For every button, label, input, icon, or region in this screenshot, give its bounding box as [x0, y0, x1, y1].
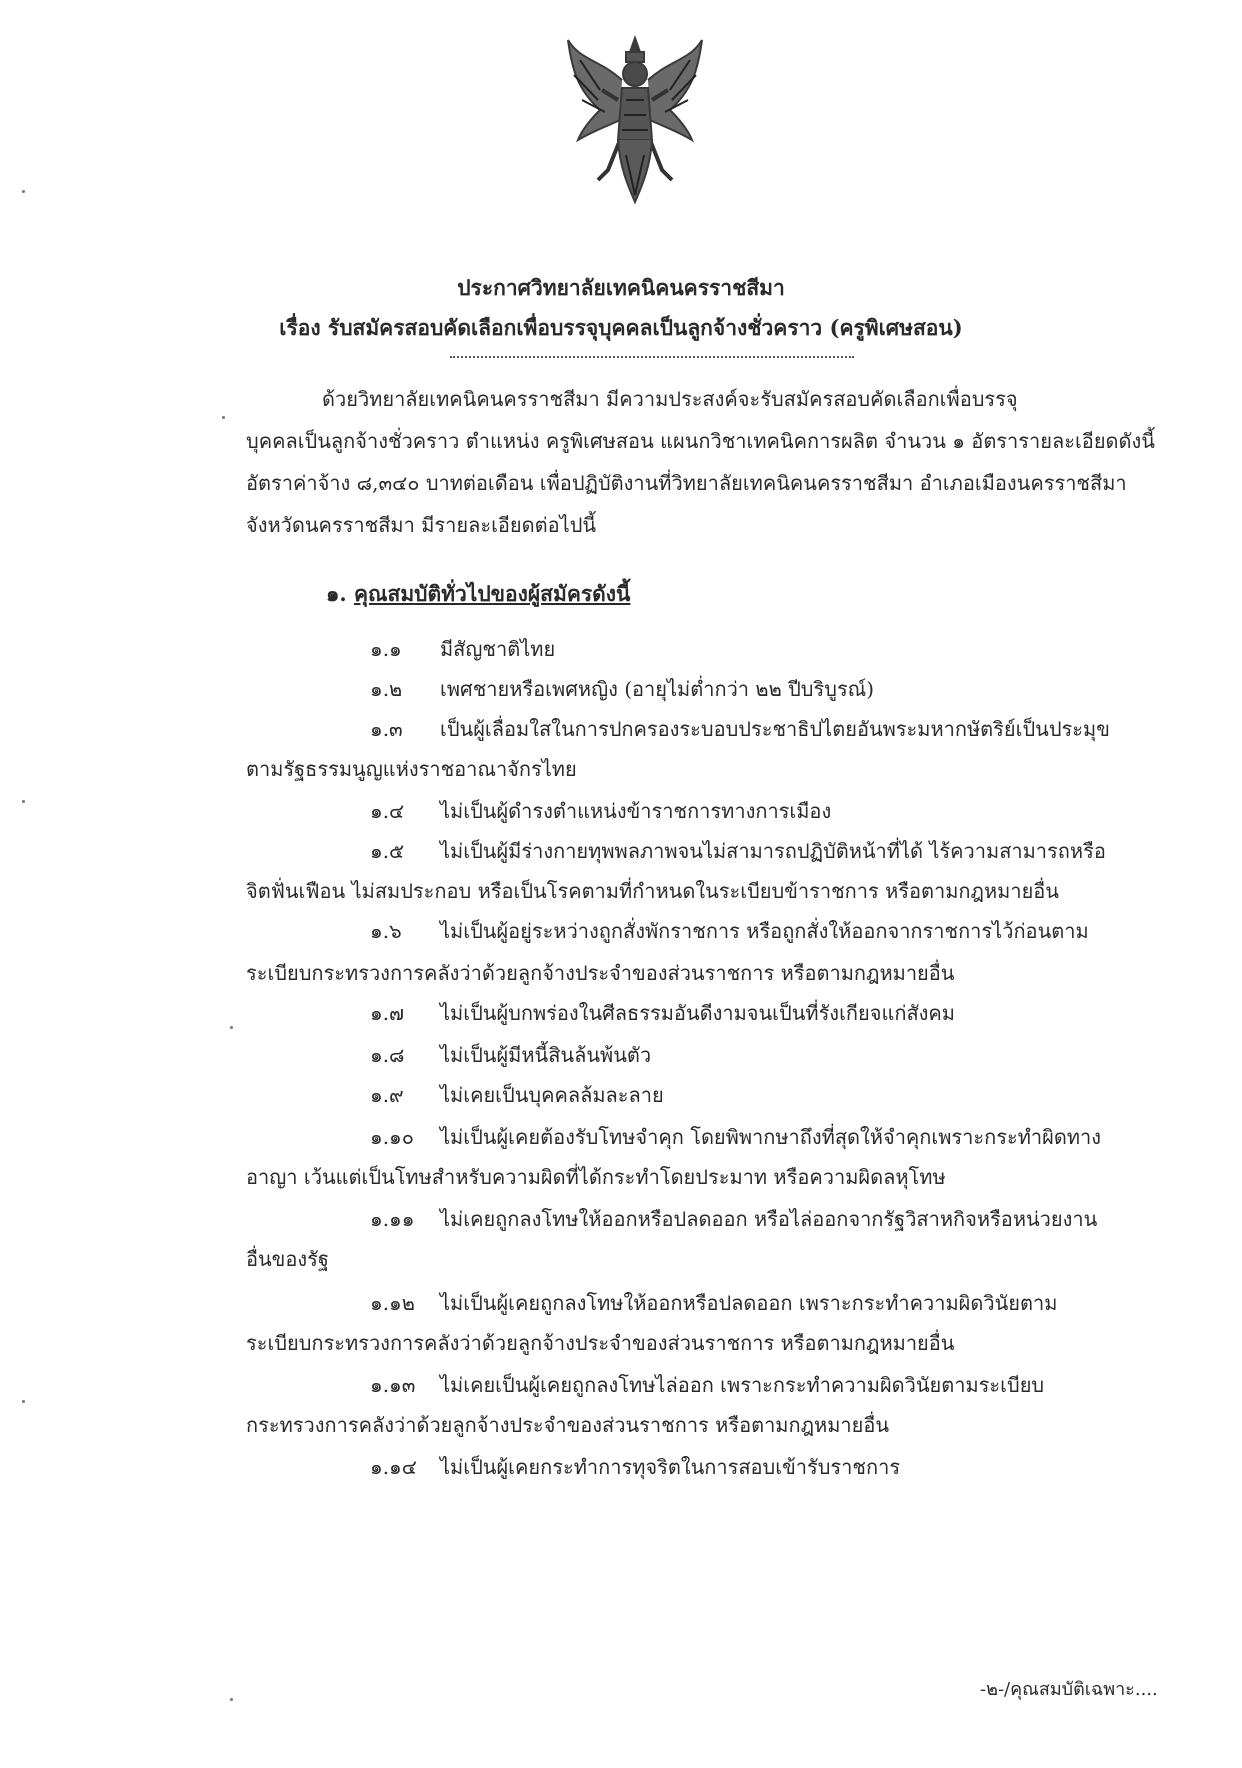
intro-line: จังหวัดนครราชสีมา มีรายละเอียดต่อไปนี้ [246, 513, 597, 537]
item-number: ๑.๔ [370, 799, 405, 823]
item-number: ๑.๑ [370, 637, 402, 661]
item-text: ไม่เป็นผู้อยู่ระหว่างถูกสั่งพักราชการ หรือถูกสั่งให้ออกจากราชการไว้ก่อนตาม [440, 919, 1089, 943]
scan-speck [230, 1026, 233, 1029]
intro-line: อัตราค่าจ้าง ๘,๓๔๐ บาทต่อเดือน เพื่อปฏิบัติงานที่วิทยาลัยเทคนิคนครราชสีมา อำเภอเมืองนครราชสีมา [246, 471, 1127, 495]
item-text: ไม่เป็นผู้มีหนี้สินล้นพ้นตัว [440, 1043, 652, 1067]
item-number: ๑.๑๒ [370, 1291, 415, 1315]
item-text: เพศชายหรือเพศหญิง (อายุไม่ต่ำกว่า ๒๒ ปีบริบูรณ์) [440, 677, 875, 701]
scan-speck [230, 1698, 233, 1701]
list-item [370, 838, 1106, 864]
next-page-marker: -๒-/คุณสมบัติเฉพาะ.... [980, 1679, 1158, 1700]
scan-speck [222, 416, 225, 419]
item-number: ๑.๙ [370, 1083, 404, 1107]
section-heading [326, 578, 630, 611]
item-number: ๑.๖ [370, 919, 402, 943]
item-text: ไม่เป็นผู้ดำรงตำแหน่งข้าราชการทางการเมือง [440, 799, 832, 823]
list-item [370, 1206, 1097, 1232]
item-text: ไม่เป็นผู้มีร่างกายทุพพลภาพจนไม่สามารถปฏิบัติหน้าที่ได้ ไร้ความสามารถหรือ [440, 839, 1106, 863]
item-number: ๑.๑๔ [370, 1455, 417, 1479]
item-text: ไม่เป็นผู้เคยถูกลงโทษให้ออกหรือปลดออก เพราะกระทำความผิดวินัยตาม [440, 1291, 1058, 1315]
scan-speck [22, 190, 25, 193]
item-text: ไม่เคยเป็นผู้เคยถูกลงโทษไล่ออก เพราะกระทำความผิดวินัยตามระเบียบ [440, 1373, 1045, 1397]
item-number: ๑.๑๓ [370, 1373, 416, 1397]
list-item [370, 716, 1110, 742]
list-item [370, 1454, 900, 1480]
item-continuation: ระเบียบกระทรวงการคลังว่าด้วยลูกจ้างประจำของส่วนราชการ หรือตามกฎหมายอื่น [246, 1331, 955, 1355]
list-item [370, 918, 1089, 944]
announcement-subject: เรื่อง รับสมัครสอบคัดเลือกเพื่อบรรจุบุคคลเป็นลูกจ้างชั่วคราว (ครูพิเศษสอน) [279, 315, 963, 340]
item-number: ๑.๑๐ [370, 1125, 414, 1149]
list-item [370, 1082, 664, 1108]
item-text: ไม่เคยถูกลงโทษให้ออกหรือปลดออก หรือไล่ออกจากรัฐวิสาหกิจหรือหน่วยงาน [440, 1207, 1098, 1231]
item-number: ๑.๘ [370, 1043, 405, 1067]
item-number: ๑.๕ [370, 839, 405, 863]
item-continuation: อื่นของรัฐ [246, 1247, 329, 1271]
list-item [370, 798, 831, 824]
list-item [370, 1290, 1057, 1316]
item-text: ไม่เป็นผู้บกพร่องในศีลธรรมอันดีงามจนเป็นที่รังเกียจแก่สังคม [440, 1001, 955, 1025]
section-number: ๑. [326, 581, 347, 606]
section-title: คุณสมบัติทั่วไปของผู้สมัครดังนี้ [353, 581, 631, 606]
item-number: ๑.๑๑ [370, 1207, 415, 1231]
list-item [370, 636, 555, 662]
item-continuation: ตามรัฐธรรมนูญแห่งราชอาณาจักรไทย [246, 757, 577, 781]
list-item [370, 1042, 651, 1068]
scan-speck [22, 800, 25, 803]
item-number: ๑.๓ [370, 717, 403, 741]
item-number: ๑.๗ [370, 1001, 405, 1025]
announcement-title: ประกาศวิทยาลัยเทคนิคนครราชสีมา [457, 275, 785, 300]
item-text: ไม่เป็นผู้เคยกระทำการทุจริตในการสอบเข้ารับราชการ [440, 1455, 901, 1479]
list-item [370, 1124, 1101, 1150]
intro-line: บุคคลเป็นลูกจ้างชั่วคราว ตำแหน่ง ครูพิเศษสอน แผนกวิชาเทคนิคการผลิต จำนวน ๑ อัตรารายละเอียดดังนี้ [246, 429, 1155, 453]
item-text: ไม่เป็นผู้เคยต้องรับโทษจำคุก โดยพิพากษาถึงที่สุดให้จำคุกเพราะกระทำผิดทาง [440, 1125, 1102, 1149]
item-text: ไม่เคยเป็นบุคคลล้มละลาย [440, 1083, 664, 1107]
list-item [370, 1000, 955, 1026]
item-continuation: ระเบียบกระทรวงการคลังว่าด้วยลูกจ้างประจำของส่วนราชการ หรือตามกฎหมายอื่น [246, 961, 955, 985]
scan-speck [22, 1400, 25, 1403]
item-continuation: อาญา เว้นแต่เป็นโทษสำหรับความผิดที่ได้กระทำโดยประมาท หรือความผิดลหุโทษ [246, 1165, 946, 1189]
list-item [370, 676, 874, 702]
item-text: เป็นผู้เลื่อมใสในการปกครองระบอบประชาธิปไตยอันพระมหากษัตริย์เป็นประมุข [440, 717, 1110, 741]
separator-dots [450, 356, 854, 358]
item-number: ๑.๒ [370, 677, 403, 701]
item-continuation: กระทรวงการคลังว่าด้วยลูกจ้างประจำของส่วนราชการ หรือตามกฎหมายอื่น [246, 1413, 890, 1437]
item-text: มีสัญชาติไทย [440, 637, 556, 661]
list-item [370, 1372, 1044, 1398]
item-continuation: จิตฟั่นเฟือน ไม่สมประกอบ หรือเป็นโรคตามที่กำหนดในระเบียบข้าราชการ หรือตามกฎหมายอื่น [246, 879, 1059, 903]
intro-line: ด้วยวิทยาลัยเทคนิคนครราชสีมา มีความประสงค์จะรับสมัครสอบคัดเลือกเพื่อบรรจุ [322, 387, 1018, 411]
garuda-emblem-icon [560, 30, 710, 210]
